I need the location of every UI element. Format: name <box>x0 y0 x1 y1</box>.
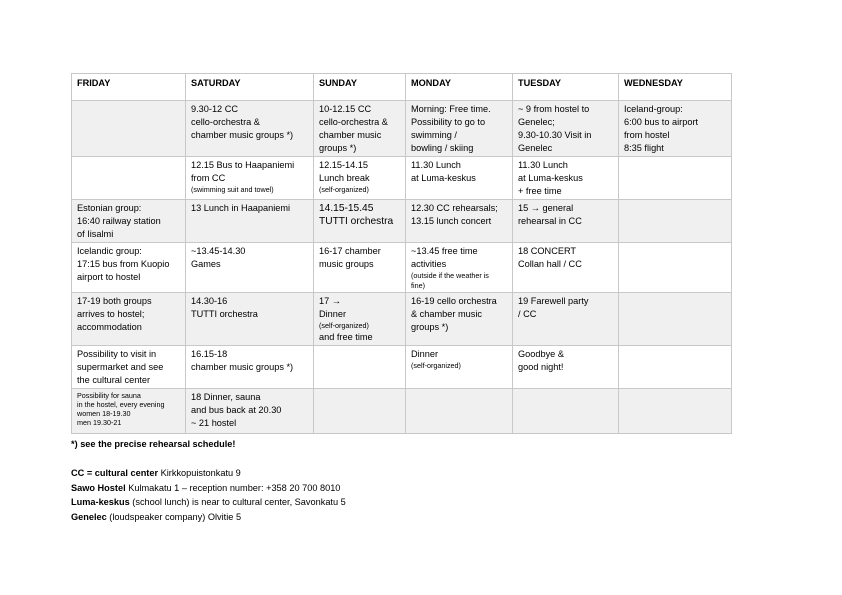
schedule-row <box>72 157 732 200</box>
legend-genelec-text: (loudspeaker company) Olvitie 5 <box>106 512 242 522</box>
cell-friday <box>72 157 186 200</box>
cell-line: ~13.45 free time <box>411 246 478 256</box>
cell-line: activities <box>411 259 447 269</box>
cell-sunday <box>314 200 406 243</box>
cell-line: 6:00 bus to airport <box>624 117 699 127</box>
cell-line: 14.30-16 <box>191 296 228 306</box>
legend-luma-text: (school lunch) is near to cultural center, Savonkatu 5 <box>129 497 346 507</box>
cell-line: ~ 21 hostel <box>191 418 237 428</box>
header-friday: FRIDAY <box>72 74 186 101</box>
cell-wednesday <box>619 157 732 200</box>
cell-line: 15 → general <box>518 203 574 213</box>
schedule-row <box>72 293 732 346</box>
cell-monday <box>406 101 513 157</box>
cell-line: Collan hall / CC <box>518 259 582 269</box>
legend-luma-term: Luma-keskus <box>71 497 130 507</box>
legend-sawo-text: Kulmakatu 1 – reception number: +358 20 700 8010 <box>125 483 341 493</box>
legend-luma <box>71 497 346 507</box>
cell-line: + free time <box>518 186 562 196</box>
cell-line: (self-organized) <box>411 361 461 370</box>
legend-genelec <box>71 512 241 522</box>
cell-line: 18 CONCERT <box>518 246 577 256</box>
cell-line: (self-organized) <box>319 185 369 194</box>
header-sunday: SUNDAY <box>314 74 406 101</box>
header-saturday: SATURDAY <box>186 74 314 101</box>
cell-line: chamber music groups *) <box>191 362 294 372</box>
rehearsal-note <box>71 439 235 449</box>
cell-saturday <box>186 243 314 293</box>
cell-sunday <box>314 389 406 434</box>
cell-line: 9.30-12 CC <box>191 104 238 114</box>
cell-sunday <box>314 293 406 346</box>
cell-line: 16-19 cello orchestra <box>411 296 497 306</box>
cell-line: 9.30-10.30 Visit in <box>518 130 592 140</box>
cell-line: arrives to hostel; <box>77 309 145 319</box>
cell-line: women 18-19.30 <box>77 409 131 418</box>
cell-line: cello-orchestra & <box>191 117 260 127</box>
cell-wednesday <box>619 101 732 157</box>
legend-genelec-term: Genelec <box>71 512 107 522</box>
cell-friday <box>72 200 186 243</box>
cell-line: 13 Lunch in Haapaniemi <box>191 203 291 213</box>
cell-line: Games <box>191 259 221 269</box>
cell-line: 14.15-15.45 <box>319 203 374 214</box>
cell-line: airport to hostel <box>77 272 141 282</box>
cell-line: Possibility for sauna <box>77 391 141 400</box>
cell-line: good night! <box>518 362 564 372</box>
cell-friday <box>72 389 186 434</box>
cell-line: Genelec; <box>518 117 555 127</box>
cell-line: 12.15-14.15 <box>319 160 369 170</box>
cell-line: ~13.45-14.30 <box>191 246 246 256</box>
cell-tuesday <box>513 101 619 157</box>
cell-line: (swimming suit and towel) <box>191 185 274 194</box>
cell-line: 11.30 Lunch <box>518 160 568 170</box>
cell-line: & chamber music <box>411 309 482 319</box>
cell-line: chamber music <box>319 130 382 140</box>
cell-line: from CC <box>191 173 226 183</box>
schedule-row <box>72 101 732 157</box>
cell-line: and free time <box>319 332 373 342</box>
cell-line: Genelec <box>518 143 553 153</box>
cell-line: 17:15 bus from Kuopio <box>77 259 170 269</box>
cell-wednesday <box>619 200 732 243</box>
header-row <box>72 74 732 101</box>
cell-wednesday <box>619 243 732 293</box>
schedule-row <box>72 200 732 243</box>
header-monday: MONDAY <box>406 74 513 101</box>
cell-monday <box>406 200 513 243</box>
cell-saturday <box>186 346 314 389</box>
cell-monday <box>406 157 513 200</box>
cell-line: groups *) <box>319 143 357 153</box>
legend-cc <box>71 468 241 478</box>
cell-monday <box>406 243 513 293</box>
rehearsal-note-text: *) see the precise rehearsal schedule! <box>71 439 236 449</box>
cell-line: 16:40 railway station <box>77 216 161 226</box>
cell-line: Morning: Free time. <box>411 104 491 114</box>
cell-sunday <box>314 346 406 389</box>
cell-line: Possibility to go to <box>411 117 486 127</box>
legend-cc-term: CC = cultural center <box>71 468 159 478</box>
cell-line: and bus back at 20.30 <box>191 405 282 415</box>
cell-line: rehearsal in CC <box>518 216 582 226</box>
schedule-row <box>72 389 732 434</box>
cell-friday <box>72 346 186 389</box>
cell-line: the cultural center <box>77 375 151 385</box>
cell-line: TUTTI orchestra <box>319 216 394 227</box>
cell-line: chamber music groups *) <box>191 130 294 140</box>
cell-line: supermarket and see <box>77 362 164 372</box>
legend-sawo <box>71 483 340 493</box>
cell-sunday <box>314 243 406 293</box>
legend-cc-text: Kirkkopuistonkatu 9 <box>158 468 241 478</box>
schedule-row <box>72 346 732 389</box>
cell-line: 17-19 both groups <box>77 296 152 306</box>
cell-monday <box>406 389 513 434</box>
cell-saturday <box>186 293 314 346</box>
cell-monday <box>406 346 513 389</box>
cell-monday <box>406 293 513 346</box>
cell-saturday <box>186 157 314 200</box>
header-wednesday: WEDNESDAY <box>619 74 732 101</box>
cell-sunday <box>314 157 406 200</box>
cell-line: at Luma-keskus <box>518 173 583 183</box>
cell-line: music groups <box>319 259 374 269</box>
cell-tuesday <box>513 346 619 389</box>
cell-friday <box>72 101 186 157</box>
cell-tuesday <box>513 389 619 434</box>
cell-line: ~ 9 from hostel to <box>518 104 590 114</box>
cell-line: cello-orchestra & <box>319 117 388 127</box>
cell-line: Iceland-group: <box>624 104 683 114</box>
cell-line: bowling / skiing <box>411 143 474 153</box>
schedule-table <box>71 73 732 434</box>
cell-tuesday <box>513 157 619 200</box>
cell-wednesday <box>619 346 732 389</box>
cell-tuesday <box>513 200 619 243</box>
cell-line: Estonian group: <box>77 203 142 213</box>
cell-line: Possibility to visit in <box>77 349 157 359</box>
cell-wednesday <box>619 389 732 434</box>
cell-line: 16.15-18 <box>191 349 228 359</box>
schedule-body <box>72 101 732 434</box>
cell-line: 19 Farewell party <box>518 296 589 306</box>
cell-line: 8:35 flight <box>624 143 664 153</box>
cell-line: 12.30 CC rehearsals; <box>411 203 498 213</box>
cell-line: (outside if the weather is <box>411 271 489 280</box>
cell-line: in the hostel, every evening <box>77 400 165 409</box>
cell-line: fine) <box>411 281 425 290</box>
cell-friday <box>72 293 186 346</box>
cell-tuesday <box>513 243 619 293</box>
cell-line: 17 → <box>319 296 341 306</box>
cell-friday <box>72 243 186 293</box>
cell-line: 12.15 Bus to Haapaniemi <box>191 160 295 170</box>
cell-line: from hostel <box>624 130 670 140</box>
cell-line: Goodbye & <box>518 349 564 359</box>
cell-line: Dinner <box>411 349 439 359</box>
cell-line: accommodation <box>77 322 142 332</box>
cell-tuesday <box>513 293 619 346</box>
cell-line: of Iisalmi <box>77 229 114 239</box>
cell-line: swimming / <box>411 130 457 140</box>
schedule-row <box>72 243 732 293</box>
cell-line: TUTTI orchestra <box>191 309 258 319</box>
cell-line: 16-17 chamber <box>319 246 381 256</box>
cell-line: 10-12.15 CC <box>319 104 372 114</box>
cell-line: 18 Dinner, sauna <box>191 392 261 402</box>
cell-line: Lunch break <box>319 173 370 183</box>
cell-sunday <box>314 101 406 157</box>
cell-wednesday <box>619 293 732 346</box>
legend-sawo-term: Sawo Hostel <box>71 483 126 493</box>
cell-line: men 19.30-21 <box>77 418 122 427</box>
cell-line: Icelandic group: <box>77 246 142 256</box>
cell-saturday <box>186 389 314 434</box>
cell-line: (self-organized) <box>319 321 369 330</box>
cell-line: at Luma-keskus <box>411 173 476 183</box>
cell-line: 11.30 Lunch <box>411 160 461 170</box>
cell-saturday <box>186 101 314 157</box>
cell-line: groups *) <box>411 322 449 332</box>
cell-line: Dinner <box>319 309 347 319</box>
cell-line: / CC <box>518 309 537 319</box>
header-tuesday: TUESDAY <box>513 74 619 101</box>
cell-line: 13.15 lunch concert <box>411 216 492 226</box>
cell-saturday <box>186 200 314 243</box>
